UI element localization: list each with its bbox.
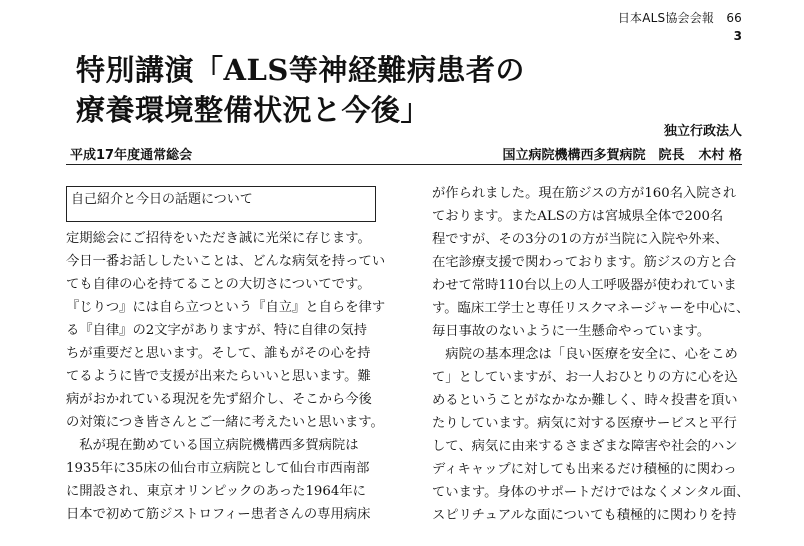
text-line: す。臨床工学士と専任リスクマネージャーを中心に、 [432,301,750,316]
text-line: ています。身体のサポートだけではなくメンタル面、 [432,485,750,500]
text-line: して、病気に由来するさまざまな障害や社会的ハン [432,439,738,454]
text-line: 在宅診療支援で関わっております。筋ジスの方と合 [432,255,737,270]
title-line-2: 療養環境整備状況と今後」 [76,93,431,127]
text-line: ても自律の心を持てることの大切さについてです。 [66,277,371,292]
text-line: 毎日事故のないように一生懸命やっています。 [432,324,711,339]
text-line: て」としていますが、お一人おひとりの方に心を込 [432,370,738,385]
text-line: てるように皆で支援が出来たらいいと思います。難 [66,369,371,384]
text-line: ちが重要だと思います。そして、誰もがその心を持 [66,346,371,361]
text-line: めるということがなかなか難しく、時々投書を頂い [432,393,738,408]
header-divider [66,164,742,165]
section-heading-box: 自己紹介と今日の話題について [66,186,376,222]
text-line: スピリチュアルな面についても積極的に関わりを持 [432,508,737,523]
title-line-1: 特別講演「ALS等神経難病患者の [76,53,525,87]
right-column [432,182,752,527]
text-line: 1935年に35床の仙台市立病院として仙台市西南部 [66,461,370,476]
text-line: が作られました。現在筋ジスの方が160名入院され [432,186,737,201]
text-line: の対策につき皆さんとご一緒に考えたいと思います。 [66,415,384,430]
organization-label: 独立行政法人 [663,124,742,139]
text-line: 定期総会にご招待をいただき誠に光栄に存じます。 [66,231,371,246]
journal-header: 日本ALS協会会報 66 [617,11,742,25]
text-line: 『じりつ』には自ら立つという『自立』と自らを律す [66,300,386,315]
text-line: 程ですが、その3分の1の方が当院に入院や外来、 [432,232,729,247]
event-label: 平成17年度通常総会 [70,148,193,163]
author-name: 木村 格 [698,148,742,163]
page-number: 3 [733,29,742,43]
text-line: に開設され、東京オリンピックのあった1964年に [66,484,366,499]
left-column [66,227,386,526]
text-line: 日本で初めて筋ジストロフィー患者さんの専用病床 [66,507,371,522]
text-line: たりしています。病気に対する医療サービスと平行 [432,416,737,431]
text-line: る『自律』の2文字がありますが、特に自律の気持 [66,323,367,338]
author-affiliation: 国立病院機構西多賀病院 院長 [502,148,685,163]
text-line: 病院の基本理念は「良い医療を安全に、心をこめ [432,347,738,362]
text-line: 私が現在勤めている国立病院機構西多賀病院は [66,438,359,453]
text-line: ディキャップに対しても出来るだけ積極的に関わっ [432,462,737,477]
author-line [502,144,742,163]
text-line: ております。またALSの方は宮城県全体で200名 [432,209,724,224]
lecture-title [76,50,525,130]
text-line: 今日一番お話ししたいことは、どんな病気を持ってい [66,254,386,269]
text-line: 病がおかれている現況を先ず紹介し、そこから今後 [66,392,372,407]
text-line: わせて常時110台以上の人工呼吸器が使われていま [432,278,737,293]
